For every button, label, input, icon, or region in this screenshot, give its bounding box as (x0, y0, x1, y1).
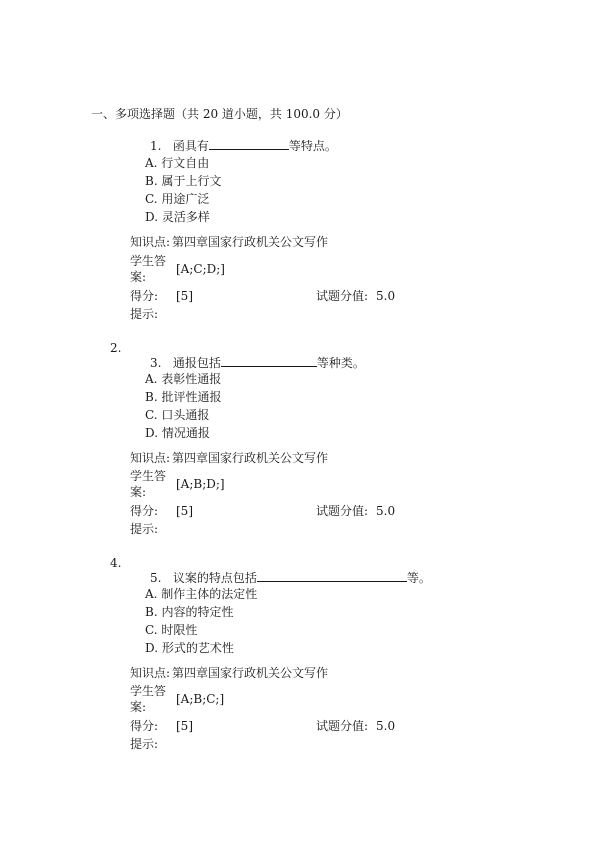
option-d: D. 情况通报 (145, 426, 210, 440)
answer-label-line1: 学生答 (130, 684, 167, 698)
option-b: B. 内容的特定性 (145, 605, 234, 619)
knowledge-label: 知识点: (130, 666, 171, 680)
option-c: C. 用途广泛 (145, 192, 210, 206)
score-value: [5] (176, 504, 193, 518)
hint-label: 提示: (130, 522, 159, 536)
question-stem (150, 354, 365, 371)
stem-before: 议案的特点包括 (172, 571, 257, 585)
stem-after: 等。 (406, 571, 431, 585)
answer-blank (209, 137, 289, 150)
answer-label-line2: 案: (130, 270, 147, 284)
option-b: B. 属于上行文 (145, 174, 222, 188)
stem-after: 等种类。 (316, 356, 365, 370)
answer-label-line1: 学生答 (130, 254, 167, 268)
answer-blank (221, 354, 317, 367)
answer-blank (257, 569, 407, 582)
question-number: 1. (150, 139, 162, 153)
student-answer: [A;B;C;] (176, 692, 225, 706)
stem-before: 通报包括 (172, 356, 221, 370)
points-label: 试题分值: (316, 719, 369, 733)
option-c: C. 时限性 (145, 623, 198, 637)
knowledge-row (130, 665, 328, 681)
option-a: A. 制作主体的法定性 (145, 587, 258, 601)
score-label: 得分: (130, 289, 159, 303)
answer-label-line2: 案: (130, 700, 147, 714)
score-value: [5] (176, 719, 193, 733)
question-index: 2. (110, 341, 122, 355)
knowledge-row (130, 234, 328, 250)
points-label: 试题分值: (316, 504, 369, 518)
knowledge-label: 知识点: (130, 451, 171, 465)
option-a: A. 表彰性通报 (145, 372, 222, 386)
question-stem (150, 569, 431, 586)
points-value: 5.0 (376, 719, 396, 733)
points-label: 试题分值: (316, 289, 369, 303)
knowledge-label: 知识点: (130, 235, 171, 249)
option-d: D. 形式的艺术性 (145, 641, 234, 655)
option-b: B. 批评性通报 (145, 390, 222, 404)
question-index: 4. (110, 556, 122, 570)
knowledge-row (130, 450, 328, 466)
answer-label-line2: 案: (130, 485, 147, 499)
points-value: 5.0 (376, 504, 396, 518)
knowledge-value: 第四章国家行政机关公文写作 (172, 235, 329, 249)
stem-after: 等特点。 (288, 139, 337, 153)
question-number: 5. (150, 571, 162, 585)
score-value: [5] (176, 289, 193, 303)
question-number: 3. (150, 356, 162, 370)
answer-label-line1: 学生答 (130, 469, 167, 483)
hint-label: 提示: (130, 737, 159, 751)
section-title: 一、多项选择题（共 20 道小题，共 100.0 分） (91, 107, 348, 121)
student-answer: [A;B;D;] (176, 477, 225, 491)
knowledge-value: 第四章国家行政机关公文写作 (172, 451, 329, 465)
stem-before: 函具有 (172, 139, 209, 153)
hint-label: 提示: (130, 307, 159, 321)
student-answer: [A;C;D;] (176, 262, 225, 276)
points-value: 5.0 (376, 289, 396, 303)
option-c: C. 口头通报 (145, 408, 210, 422)
option-d: D. 灵活多样 (145, 210, 210, 224)
score-label: 得分: (130, 719, 159, 733)
question-stem (150, 137, 337, 154)
option-a: A. 行文自由 (145, 156, 210, 170)
knowledge-value: 第四章国家行政机关公文写作 (172, 666, 329, 680)
score-label: 得分: (130, 504, 159, 518)
